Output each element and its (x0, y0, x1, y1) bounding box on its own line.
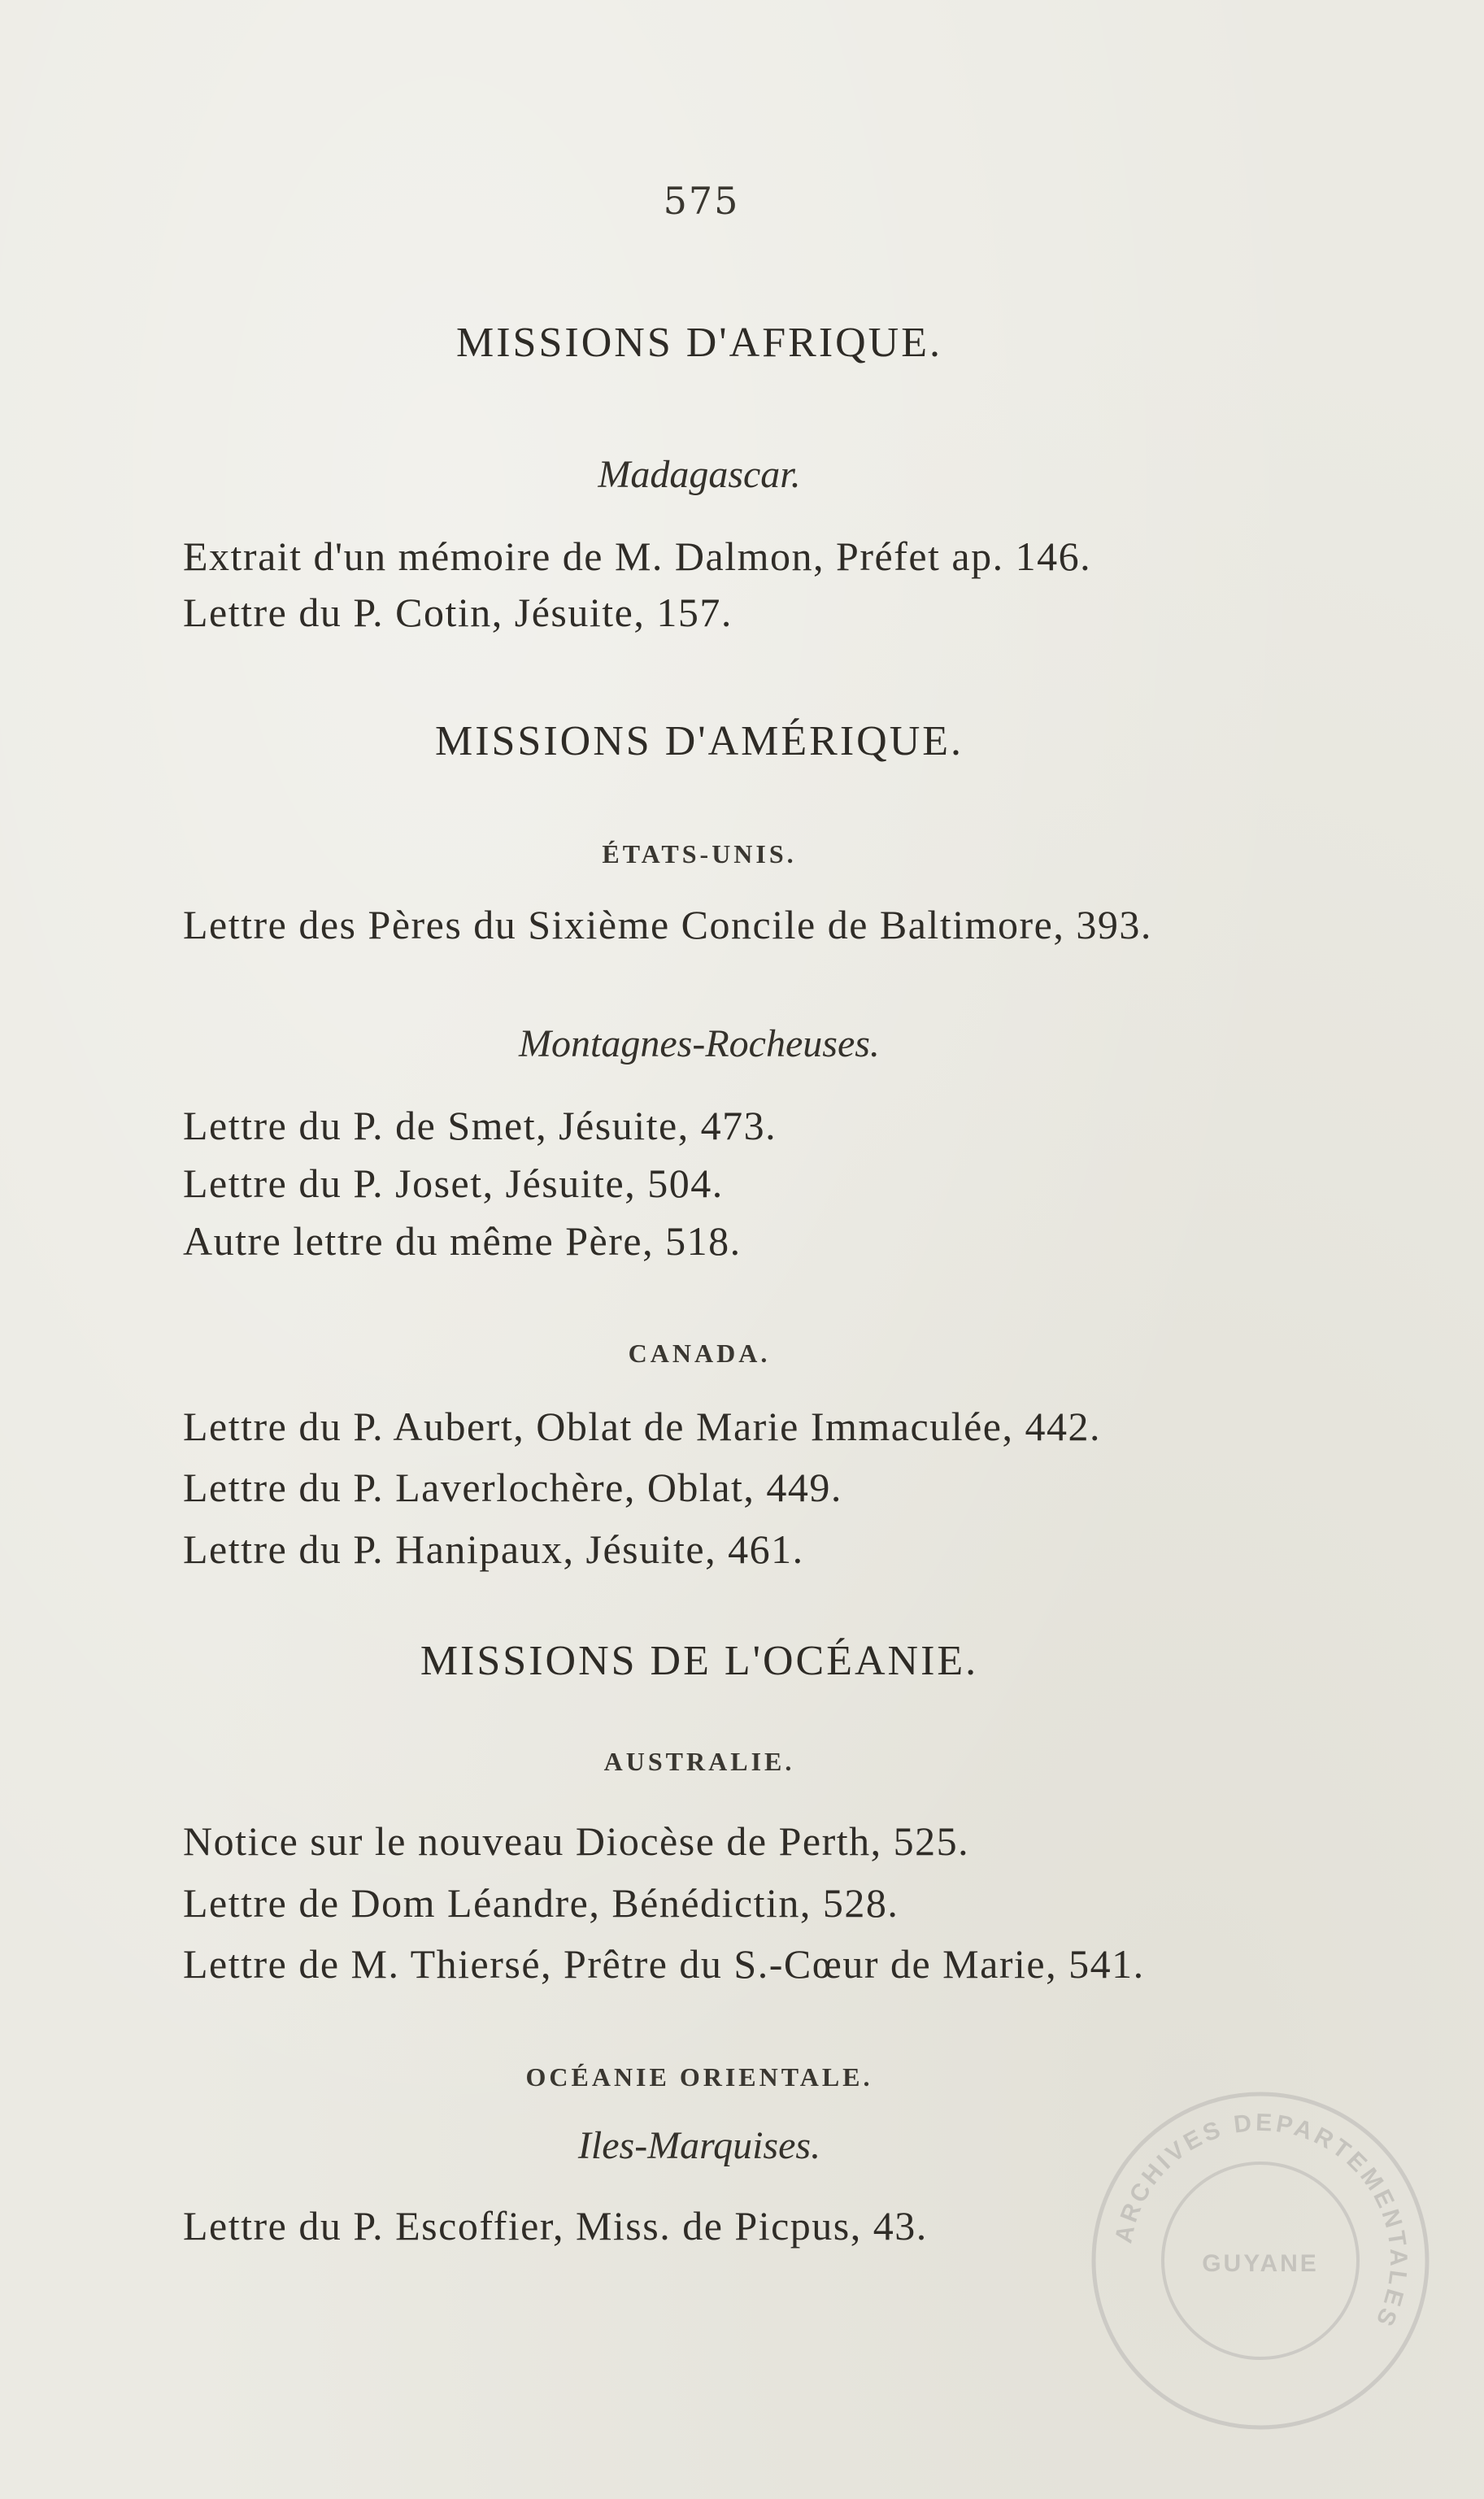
entry-montagnes-3: Autre lettre du même Père, 518. (183, 1218, 742, 1264)
sub-heading-australie: AUSTRALIE. (603, 1747, 795, 1776)
stamp-center-text: GUYANE (1202, 2250, 1319, 2277)
entry-australie-1: Notice sur le nouveau Diocèse de Perth, 525. (183, 1818, 970, 1864)
sub-heading-iles-marquises: Iles-Marquises. (577, 2124, 821, 2167)
section-heading-afrique: MISSIONS D'AFRIQUE. (456, 320, 942, 366)
sub-heading-canada: CANADA. (628, 1339, 771, 1368)
entry-canada-2: Lettre du P. Laverlochère, Oblat, 449. (183, 1465, 842, 1510)
section-heading-amerique: MISSIONS D'AMÉRIQUE. (434, 718, 964, 764)
entry-canada-1: Lettre du P. Aubert, Oblat de Marie Immaculée, 442. (183, 1404, 1101, 1449)
sub-heading-montagnes-rocheuses: Montagnes-Rocheuses. (519, 1022, 880, 1065)
stamp-ring-text: ARCHIVES DEPARTEMENTALES (1110, 2109, 1412, 2333)
entry-australie-2: Lettre de Dom Léandre, Bénédictin, 528. (183, 1880, 899, 1926)
entry-etats-unis-1: Lettre des Pères du Sixième Concile de Baltimore, 393. (183, 902, 1152, 947)
archive-stamp (1086, 2086, 1435, 2436)
entry-montagnes-1: Lettre du P. de Smet, Jésuite, 473. (183, 1103, 777, 1148)
sub-heading-oceanie-orientale: OCÉANIE ORIENTALE. (525, 2062, 873, 2092)
entry-madagascar-1: Extrait d'un mémoire de M. Dalmon, Préfet ap. 146. (183, 533, 1092, 579)
entry-canada-3: Lettre du P. Hanipaux, Jésuite, 461. (183, 1526, 804, 1572)
page-number: 575 (663, 179, 740, 223)
sub-heading-etats-unis: ÉTATS-UNIS. (602, 839, 797, 869)
section-heading-oceanie: MISSIONS DE L'OCÉANIE. (420, 1638, 979, 1684)
entry-montagnes-2: Lettre du P. Joset, Jésuite, 504. (183, 1160, 724, 1206)
entry-australie-3: Lettre de M. Thiersé, Prêtre du S.-Cœur de Marie, 541. (183, 1941, 1145, 1987)
sub-heading-madagascar: Madagascar. (598, 453, 801, 496)
entry-iles-marquises-1: Lettre du P. Escoffier, Miss. de Picpus, 43. (183, 2203, 928, 2249)
entry-madagascar-2: Lettre du P. Cotin, Jésuite, 157. (183, 590, 733, 635)
